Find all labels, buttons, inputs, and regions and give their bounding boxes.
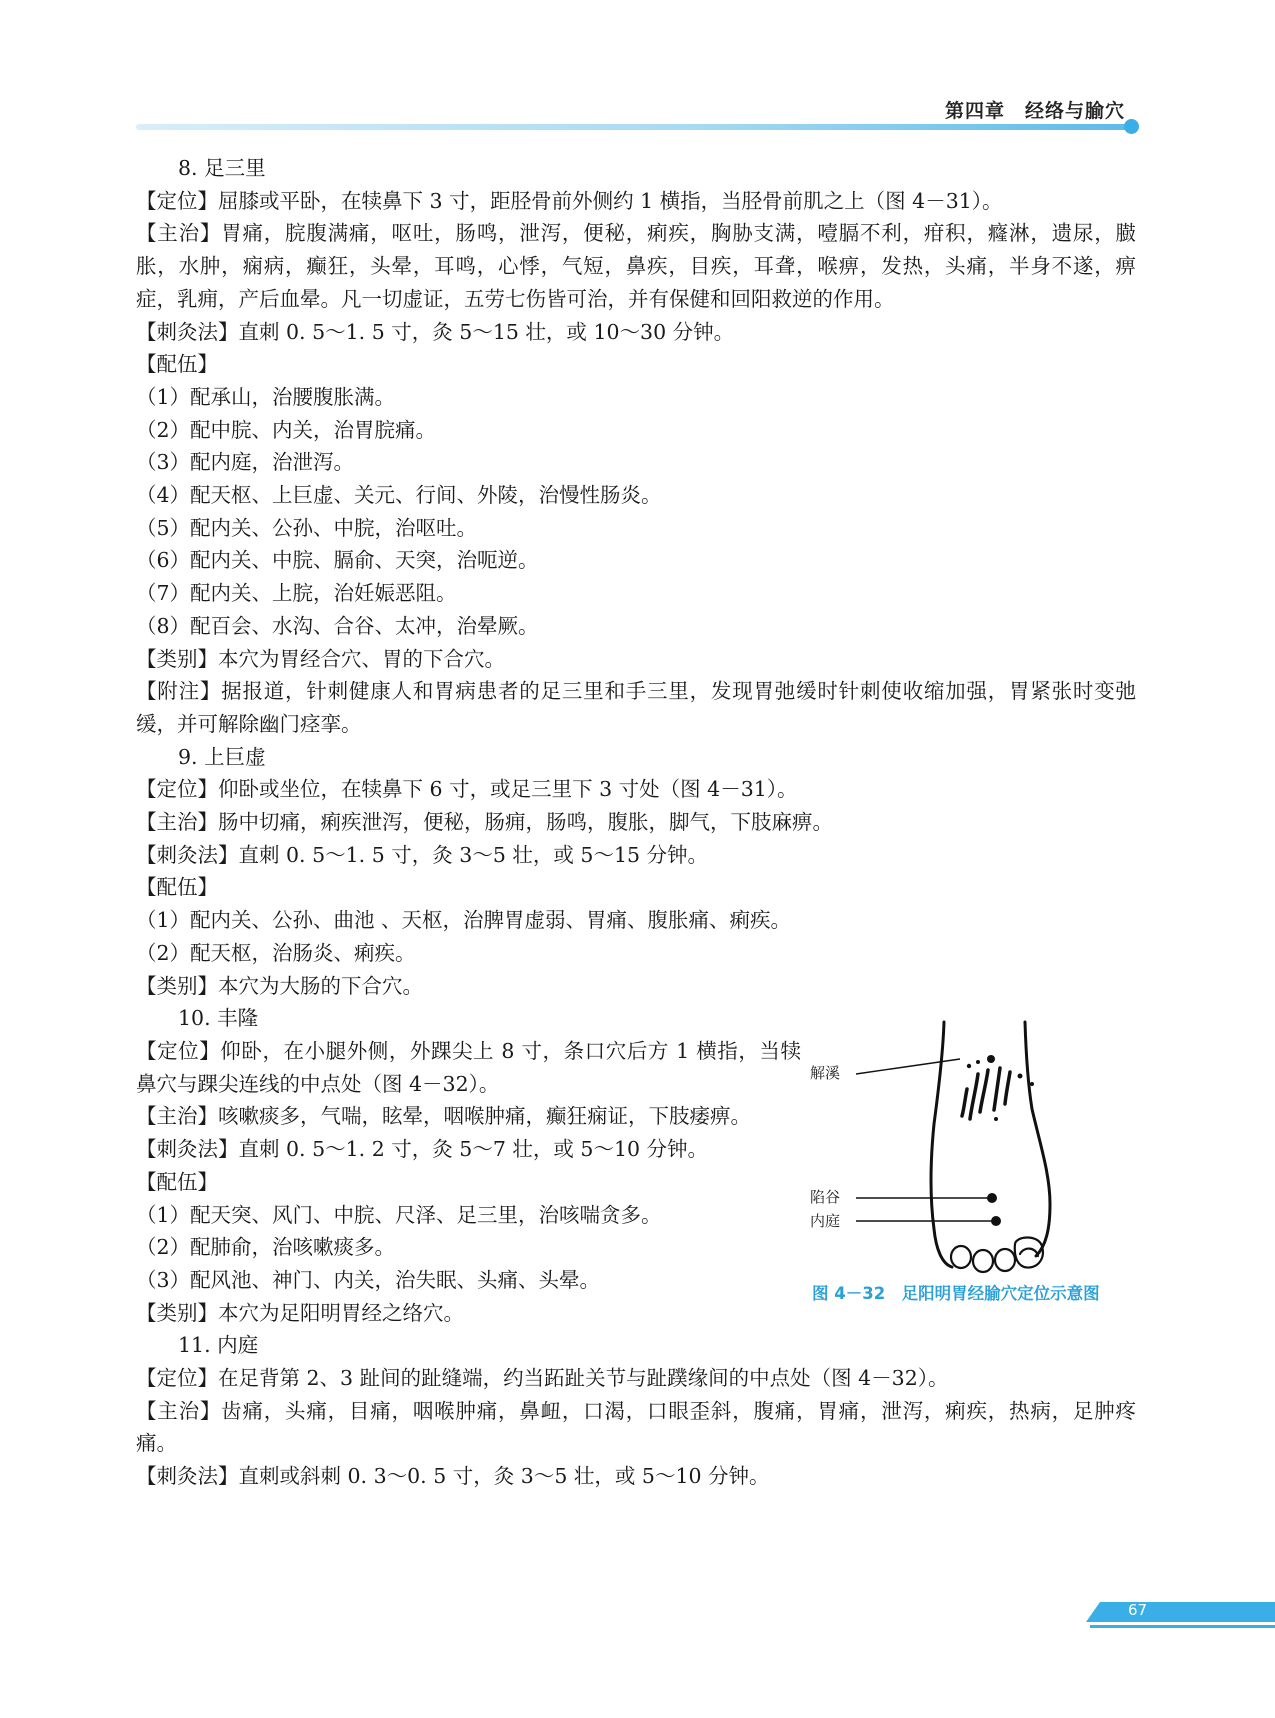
combination-item: （1）配承山，治腰腹胀满。 [136, 384, 396, 409]
combination-item: （2）配肺俞，治咳嗽痰多。 [136, 1235, 396, 1260]
section-heading-neiting: 11. 内庭 [178, 1333, 259, 1358]
combination-item: （3）配内庭，治泄泻。 [136, 450, 355, 475]
page-number: 67 [1128, 1601, 1148, 1619]
paragraph-category: 【类别】本穴为足阳明胃经之络穴。 [136, 1300, 464, 1325]
combination-item: （2）配中脘、内关，治胃脘痛。 [136, 417, 437, 442]
chapter-header: 第四章 经络与腧穴 [944, 100, 1125, 122]
header-dot [1124, 119, 1139, 134]
combination-item: （6）配内关、中脘、膈俞、天突，治呃逆。 [136, 548, 539, 573]
combination-item: （2）配天枢，治肠炎、痢疾。 [136, 940, 416, 965]
combination-item: （1）配内关、公孙、曲池 、天枢，治脾胃虚弱、胃痛、腹胀痛、痢疾。 [136, 908, 792, 933]
paragraph-technique: 【刺灸法】直刺 0. 5～1. 2 寸，灸 5～7 壮，或 5～10 分钟。 [136, 1137, 709, 1162]
paragraph-location: 【定位】仰卧或坐位，在犊鼻下 6 寸，或足三里下 3 寸处（图 4－31）。 [136, 777, 798, 802]
paragraph-location: 【定位】屈膝或平卧，在犊鼻下 3 寸，距胫骨前外侧约 1 横指，当胫骨前肌之上（图 4－31）。 [136, 188, 1003, 213]
paragraph-indications: 【主治】肠中切痛，痢疾泄泻，便秘，肠痈，肠鸣，腹胀，脚气，下肢麻痹。 [136, 810, 833, 835]
section-heading-zusanli: 8. 足三里 [178, 156, 266, 180]
combination-item: （7）配内关、上脘，治妊娠恶阻。 [136, 581, 457, 606]
paragraph-combination-heading: 【配伍】 [136, 1169, 218, 1194]
footer-accent-line [1090, 1625, 1275, 1628]
combination-item: （1）配天突、风门、中脘、尺泽、足三里，治咳喘贪多。 [136, 1202, 662, 1227]
paragraph-location: 【定位】仰卧，在小腿外侧，外踝尖上 8 寸，条口穴后方 1 横指，当犊鼻穴与踝尖连线的中点处（图 4－32）。 [136, 1038, 801, 1096]
footer-accent-bar [1100, 1602, 1275, 1622]
paragraph-category: 【类别】本穴为胃经合穴、胃的下合穴。 [136, 646, 505, 671]
paragraph-indications: 【主治】胃痛，脘腹满痛，呕吐，肠鸣，泄泻，便秘，痢疾，胸胁支满，噎膈不利，疳积，癃淋，遗尿，臌胀，水肿，痫病，癫狂，头晕，耳鸣，心悸，气短，鼻疾，目疾，耳聋，喉痹，发热，头痛，半身不遂，痹症，乳痈，产后血晕。凡一切虚证，五劳七伤皆可治，并有保健和回阳救逆的作用。 [136, 221, 1136, 311]
paragraph-combination-heading: 【配伍】 [136, 352, 218, 377]
paragraph-location: 【定位】在足背第 2、3 趾间的趾缝端，约当跖趾关节与趾蹼缘间的中点处（图 4－32）。 [136, 1366, 949, 1391]
paragraph-indications: 【主治】齿痛，头痛，目痛，咽喉肿痛，鼻衄，口渴，口眼歪斜，腹痛，胃痛，泄泻，痢疾，热病，足肿疼痛。 [136, 1398, 1136, 1456]
paragraph-technique: 【刺灸法】直刺或斜刺 0. 3～0. 5 寸，灸 3～5 壮，或 5～10 分钟。 [136, 1464, 770, 1489]
foot-illustration-icon [810, 1014, 1150, 1284]
combination-item: （3）配风池、神门、内关，治失眠、头痛、头晕。 [136, 1267, 601, 1292]
figure-caption: 图 4－32 足阳明胃经腧穴定位示意图 [812, 1284, 1100, 1303]
combination-item: （5）配内关、公孙、中脘，治呕吐。 [136, 515, 478, 540]
combination-item: （8）配百会、水沟、合谷、太冲，治晕厥。 [136, 613, 539, 638]
foot-figure [810, 1014, 1150, 1304]
header-rule [136, 124, 1130, 130]
paragraph-combination-heading: 【配伍】 [136, 875, 218, 900]
combination-item: （4）配天枢、上巨虚、关元、行间、外陵，治慢性肠炎。 [136, 483, 662, 508]
label-xiangu: 陷谷 [810, 1188, 841, 1206]
section-heading-shangjuxu: 9. 上巨虚 [178, 744, 266, 769]
section-heading-fenglong: 10. 丰隆 [178, 1006, 259, 1031]
label-neiting: 内庭 [810, 1212, 841, 1230]
paragraph-technique: 【刺灸法】直刺 0. 5～1. 5 寸，灸 5～15 壮，或 10～30 分钟。 [136, 319, 735, 344]
paragraph-technique: 【刺灸法】直刺 0. 5～1. 5 寸，灸 3～5 壮，或 5～15 分钟。 [136, 842, 709, 867]
paragraph-note: 【附注】据报道，针刺健康人和胃病患者的足三里和手三里，发现胃弛缓时针刺使收缩加强，胃紧张时变弛缓，并可解除幽门痉挛。 [136, 679, 1136, 736]
paragraph-category: 【类别】本穴为大肠的下合穴。 [136, 973, 423, 998]
paragraph-indications: 【主治】咳嗽痰多，气喘，眩晕，咽喉肿痛，癫狂痫证，下肢痿痹。 [136, 1104, 751, 1129]
label-jiexi: 解溪 [810, 1064, 841, 1082]
